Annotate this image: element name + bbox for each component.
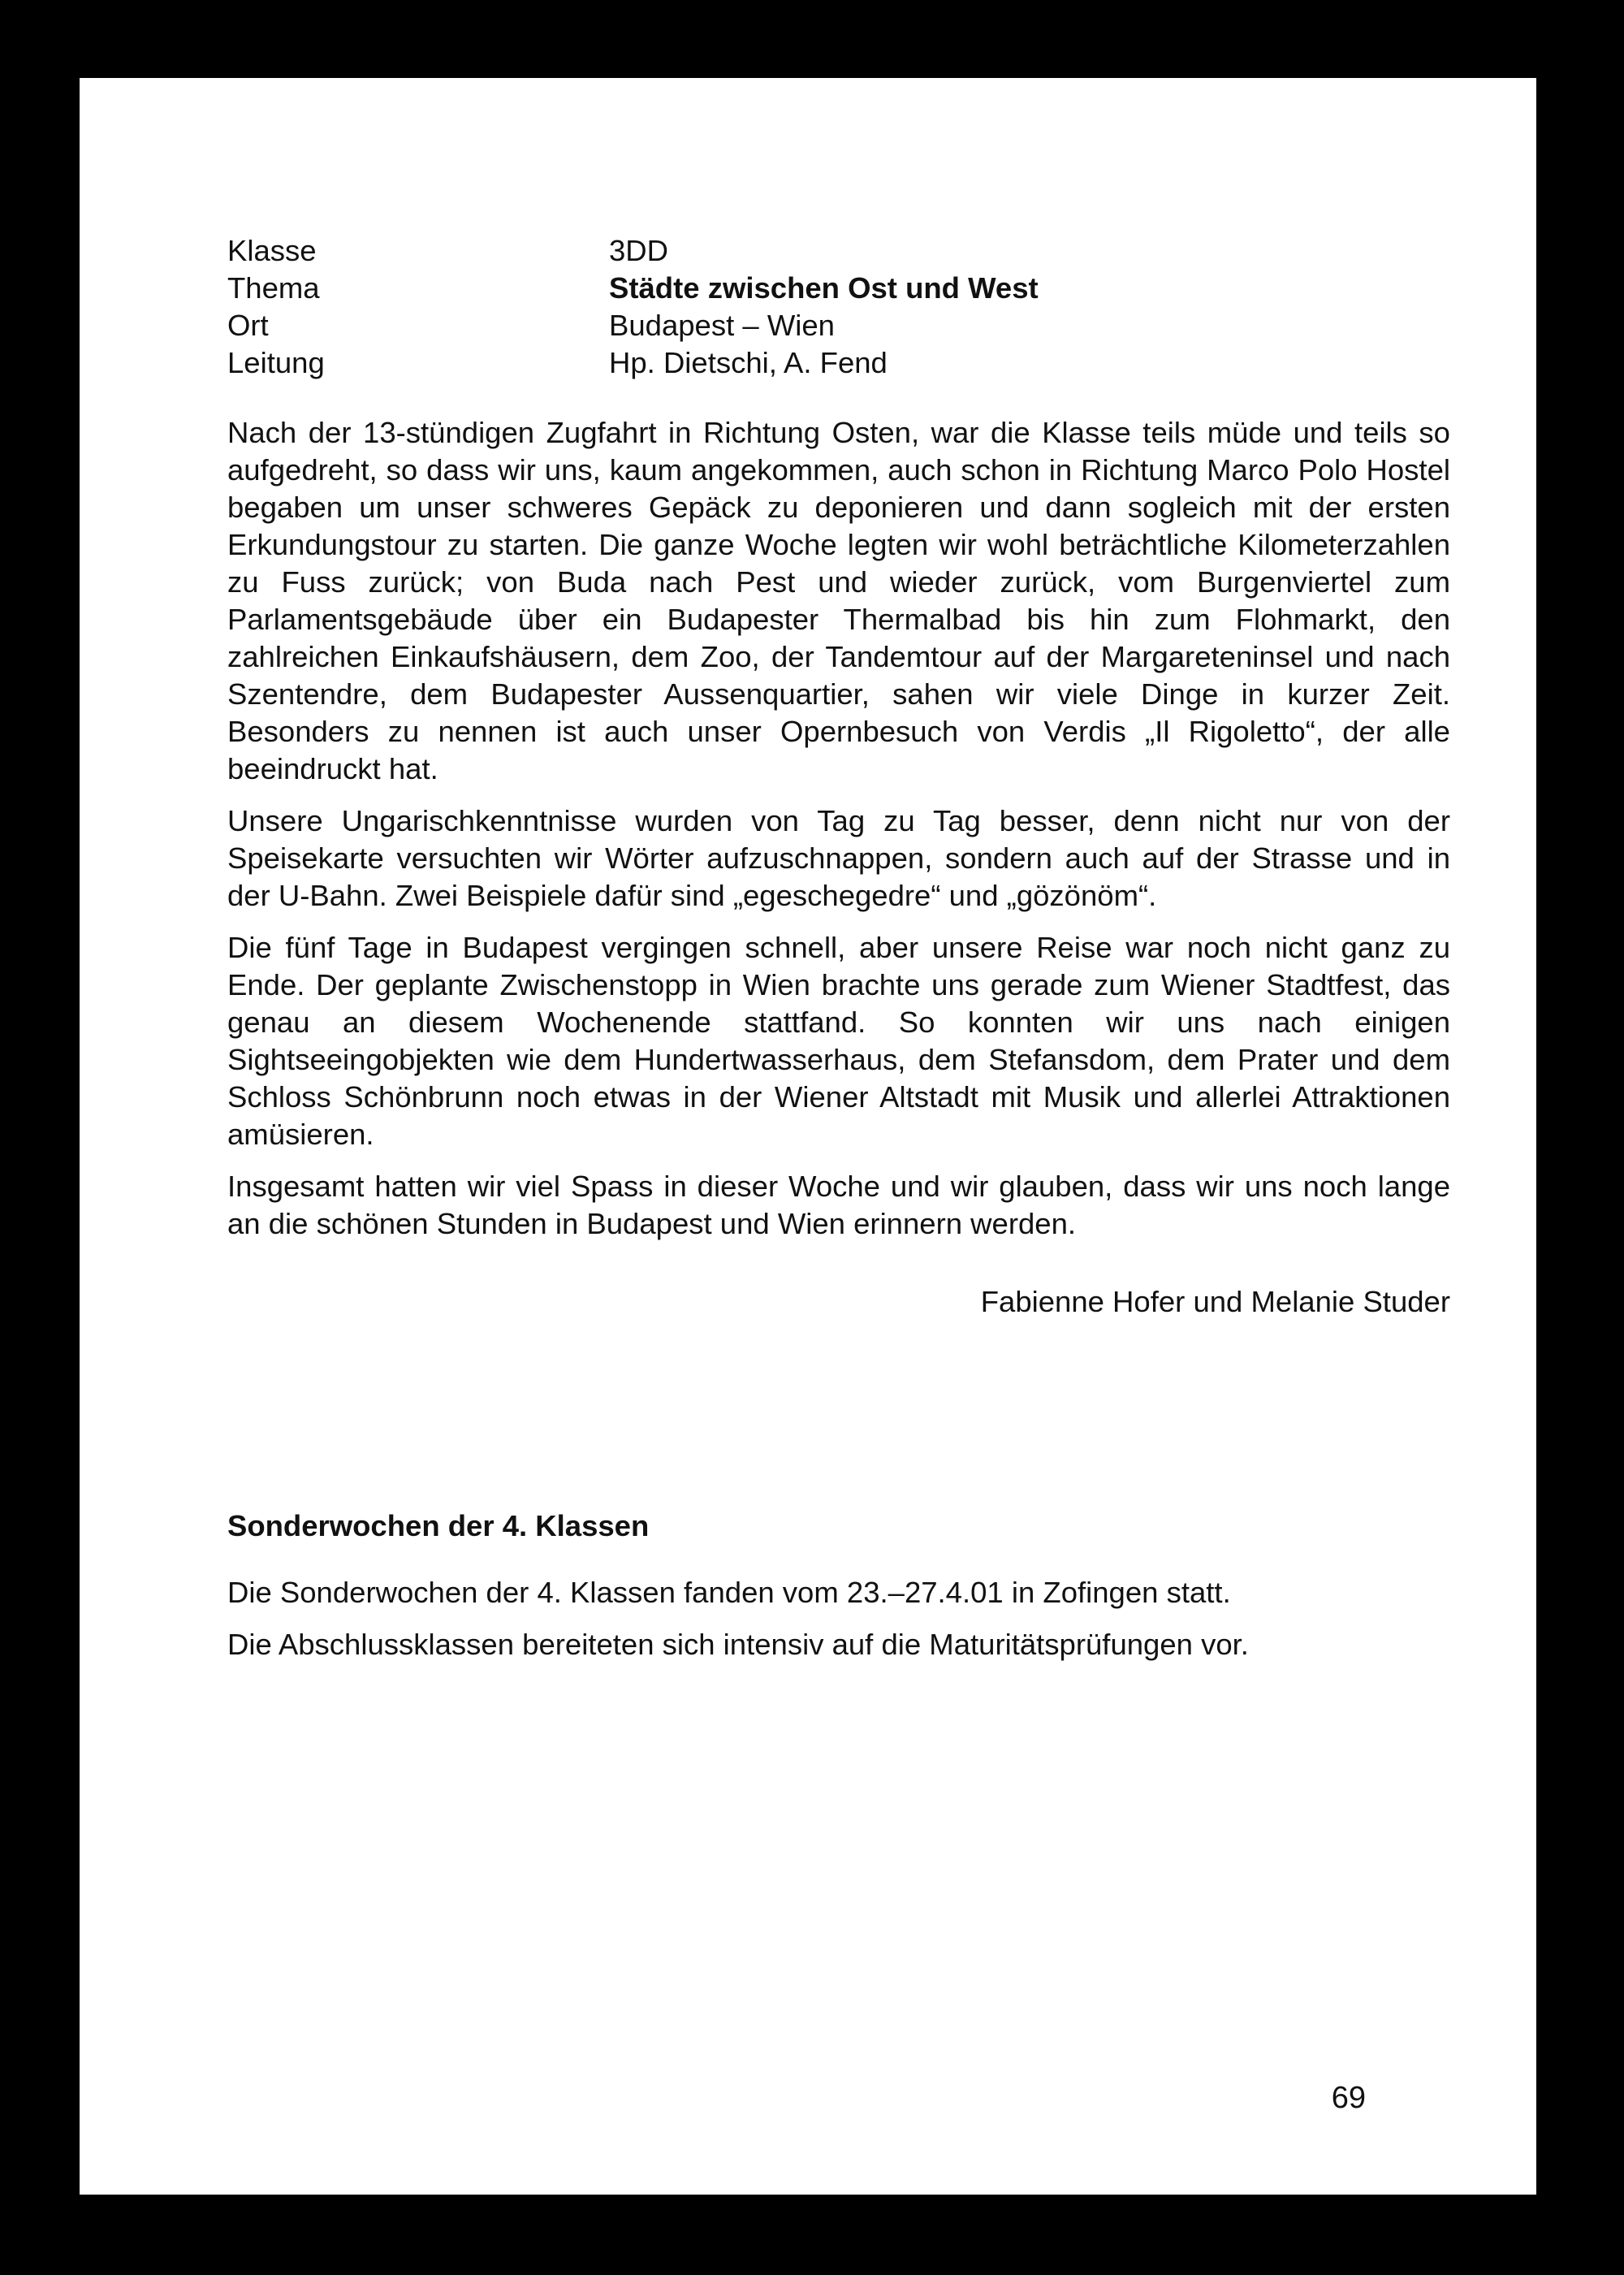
section-text-line: Die Abschlussklassen bereiteten sich intensiv auf die Maturitätsprüfungen vor. [227, 1628, 1249, 1661]
article-paragraph: Die fünf Tage in Budapest vergingen schnell, aber unsere Reise war noch nicht ganz zu Ende. Der geplante Zwischenstopp in Wien brachte uns gerade zum Wiener Stadtfest, das genau an diesem Wochenende stattfand. So konnten wir uns nach einigen Sightseeingobjekten wie dem Hundertwasserhaus, dem Stefansdom, dem Prater und dem Schloss Schönbrunn noch etwas in der Wiener Altstadt mit Musik und allerlei Attraktionen amüsieren. [227, 931, 1450, 1151]
meta-value-klasse: 3DD [609, 234, 669, 267]
section-heading: Sonderwochen der 4. Klassen [227, 1509, 650, 1542]
meta-table [227, 232, 1450, 382]
meta-value-thema: Städte zwischen Ost und West [609, 271, 1039, 305]
article-signature: Fabienne Hofer und Melanie Studer [980, 1285, 1450, 1318]
meta-label-ort: Ort [227, 309, 269, 342]
section-text-line: Die Sonderwochen der 4. Klassen fanden vom 23.–27.4.01 in Zofingen statt. [227, 1576, 1231, 1609]
article-paragraph: Unsere Ungarischkenntnisse wurden von Tag zu Tag besser, denn nicht nur von der Speisekarte versuchten wir Wörter aufzuschnappen, sondern auch auf der Strasse und in der U-Bahn. Zwei Beispiele dafür sind „egeschegedre“ und „gözönöm“. [227, 804, 1450, 912]
meta-value-ort: Budapest – Wien [609, 309, 835, 342]
meta-value-leitung: Hp. Dietschi, A. Fend [609, 346, 888, 379]
article-paragraph: Insgesamt hatten wir viel Spass in dieser Woche und wir glauben, dass wir uns noch lange an die schönen Stunden in Budapest und Wien erinnern werden. [227, 1170, 1450, 1240]
article-paragraph: Nach der 13-stündigen Zugfahrt in Richtung Osten, war die Klasse teils müde und teils so aufgedreht, so dass wir uns, kaum angekommen, auch schon in Richtung Marco Polo Hostel begaben um unser schweres Gepäck zu deponieren und dann sogleich mit der ersten Erkundungstour zu starten. Die ganze Woche legten wir wohl beträchtliche Kilometerzahlen zu Fuss zurück; von Buda nach Pest und wieder zurück, vom Burgenviertel zum Parlamentsgebäude über ein Budapester Thermalbad bis hin zum Flohmarkt, den zahlreichen Einkaufshäusern, dem Zoo, der Tandemtour auf der Margareteninsel und nach Szentendre, dem Budapester Aussenquartier, sahen wir viele Dinge in kurzer Zeit. Besonders zu nennen ist auch unser Opernbesuch von Verdis „Il Rigoletto“, der alle beeindruckt hat. [227, 416, 1450, 785]
page-number: 69 [1331, 2081, 1366, 2115]
meta-label-thema: Thema [227, 271, 320, 305]
meta-label-leitung: Leitung [227, 346, 325, 379]
meta-label-klasse: Klasse [227, 234, 317, 267]
document-page [80, 78, 1536, 2195]
page-content [227, 232, 1450, 1663]
